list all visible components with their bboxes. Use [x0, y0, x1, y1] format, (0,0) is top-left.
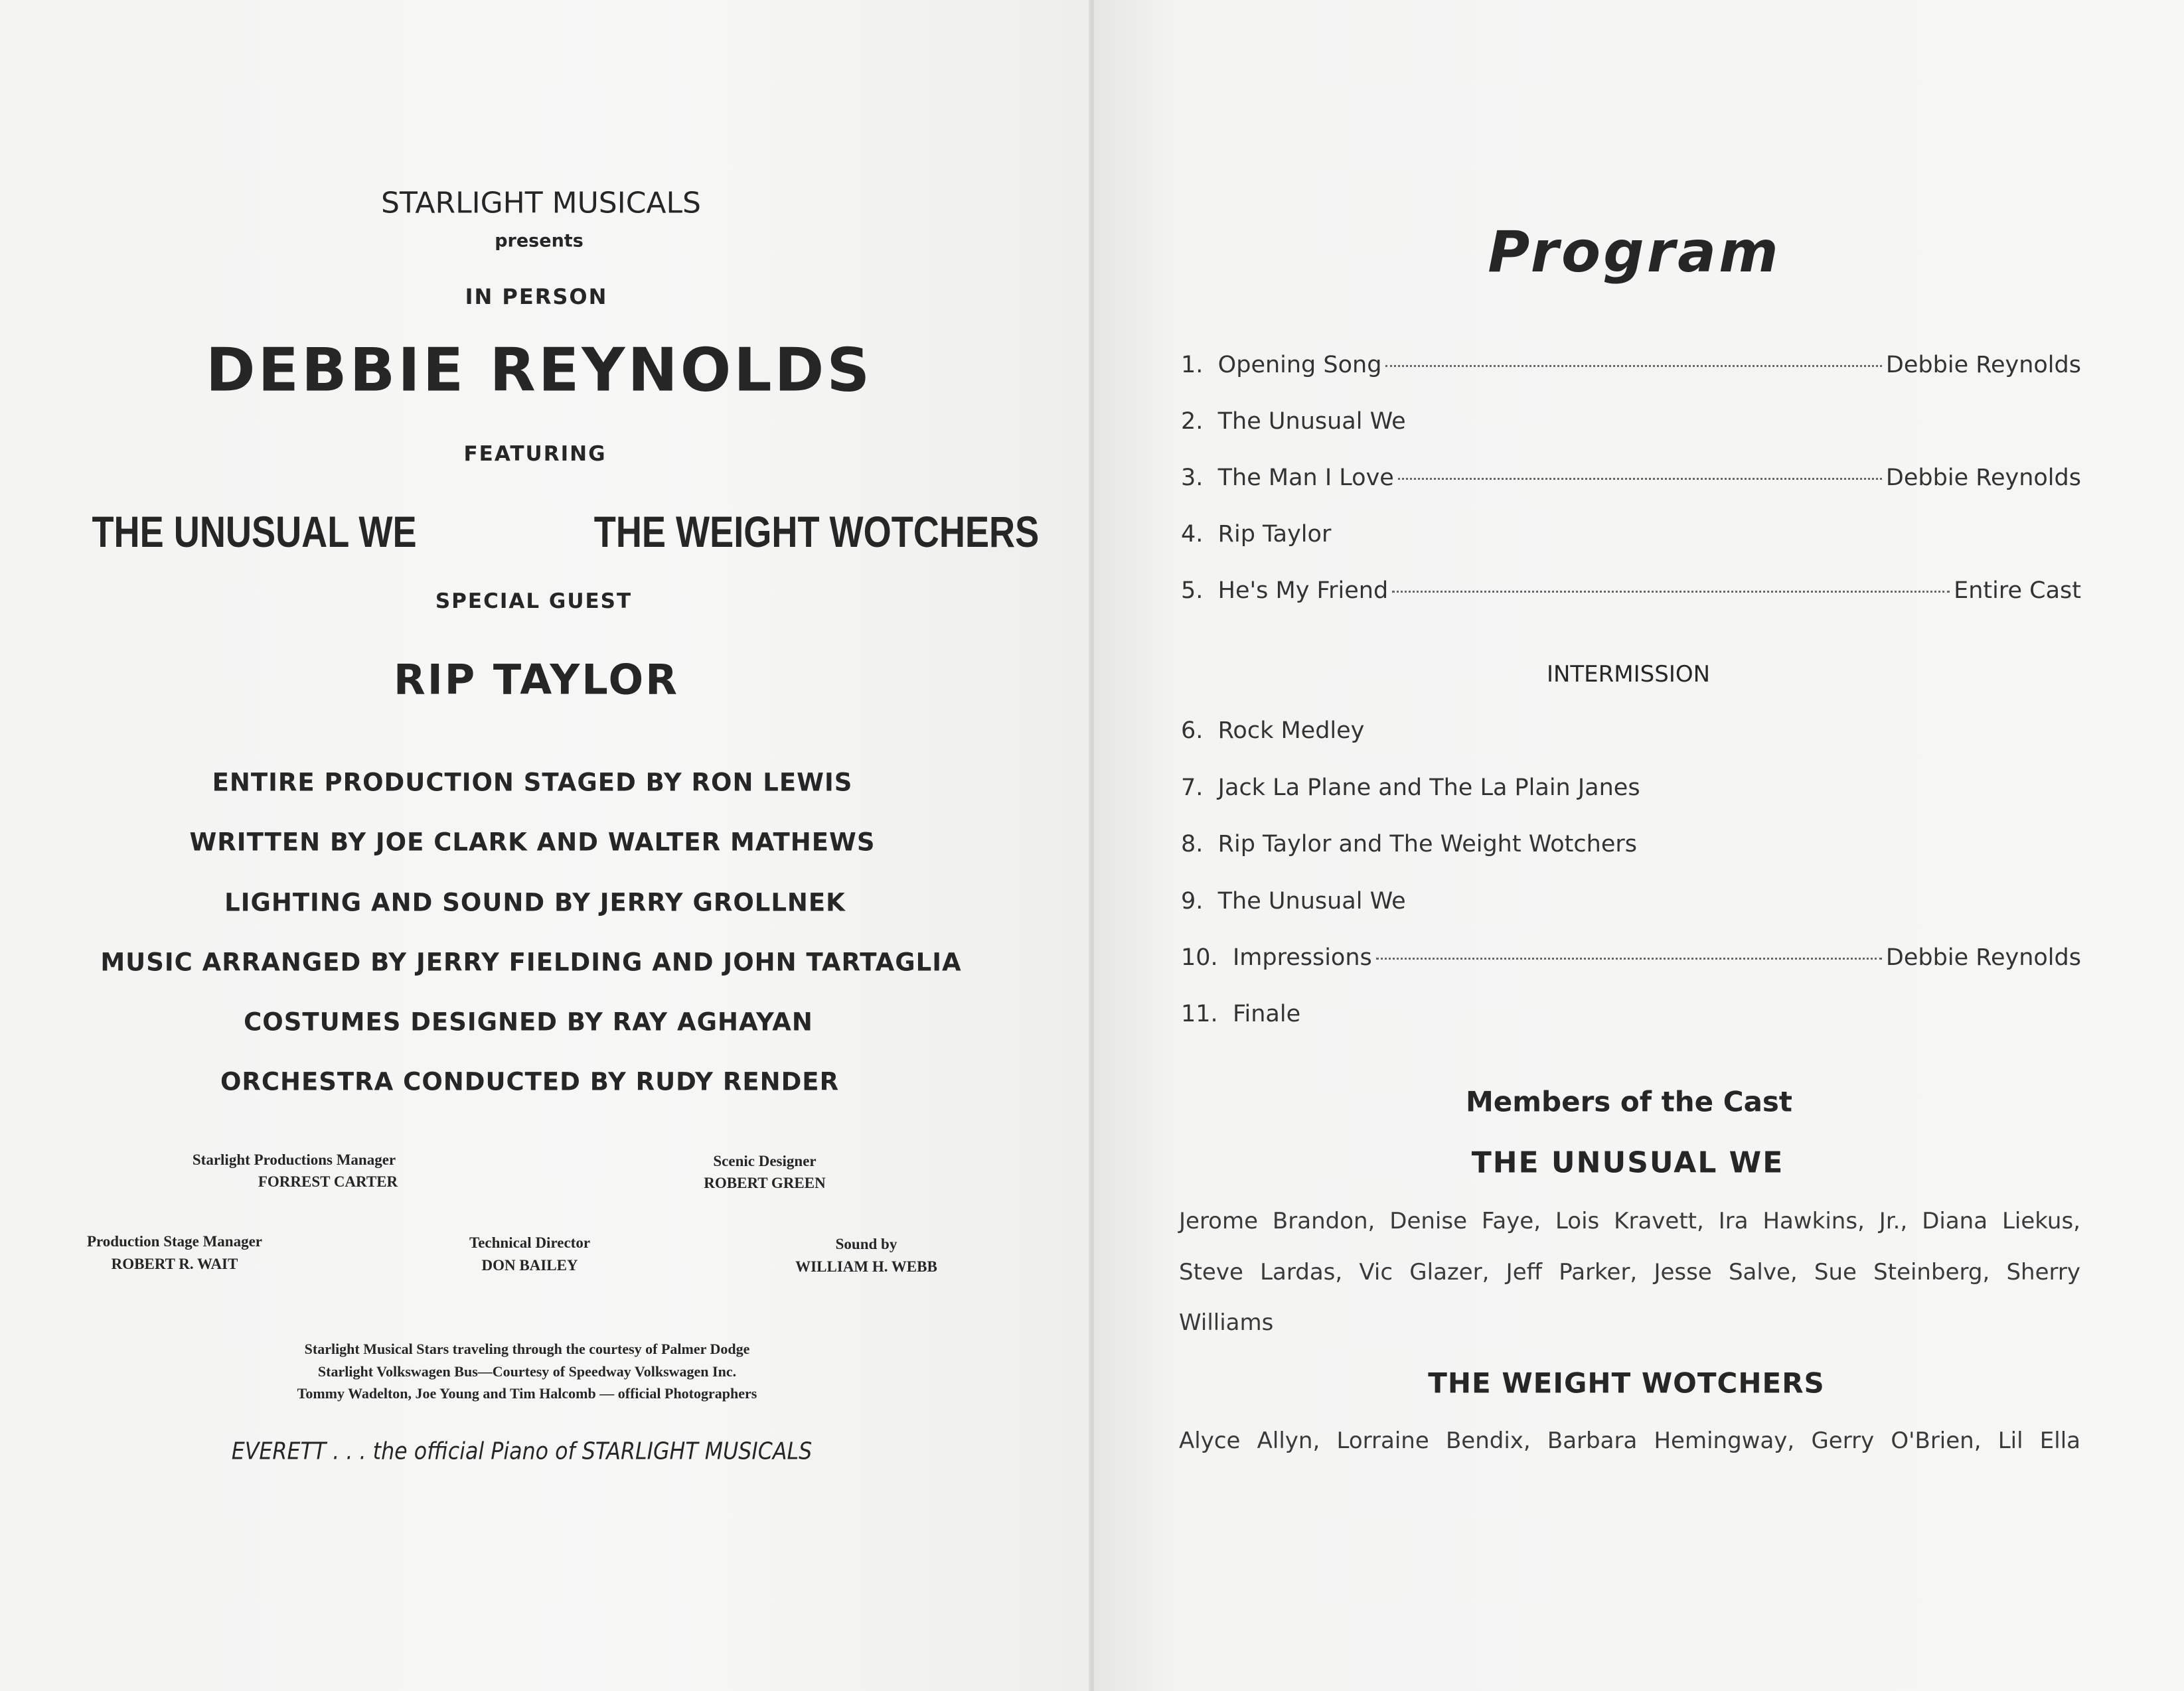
staff-role: Sound by [835, 1236, 897, 1252]
credit-line: MUSIC ARRANGED BY JERRY FIELDING AND JOHN TARTAGLIA [100, 948, 962, 977]
staff-name: WILLIAM H. WEBB [795, 1258, 937, 1275]
program-item: 7. Jack La Plane and The La Plain Janes [1181, 774, 1640, 801]
sponsor-line: Starlight Musical Stars traveling through the courtesy of Palmer Dodge [304, 1341, 750, 1357]
cast-line: Jerome Brandon, Denise Faye, Lois Kravett, Ira Hawkins, Jr., Diana Liekus, [1179, 1208, 2080, 1234]
cast-line: Steve Lardas, Vic Glazer, Jeff Parker, Jesse Salve, Sue Steinberg, Sherry [1179, 1259, 2080, 1286]
sponsor-line: Starlight Volkswagen Bus—Courtesy of Speedway Volkswagen Inc. [317, 1363, 737, 1380]
star-name: DEBBIE REYNOLDS [205, 335, 873, 405]
credit-line: WRITTEN BY JOE CLARK AND WALTER MATHEWS [189, 828, 876, 857]
program-item: 5. He's My Friend Entire Cast [1181, 577, 2081, 604]
featuring-text: FEATURING [463, 442, 607, 466]
presenter: STARLIGHT MUSICALS [381, 186, 701, 220]
credit-line: LIGHTING AND SOUND BY JERRY GROLLNEK [224, 888, 846, 917]
credit-line: COSTUMES DESIGNED BY RAY AGHAYAN [244, 1007, 813, 1037]
staff-name: DON BAILEY [481, 1257, 578, 1274]
group-unusual-we: THE UNUSUAL WE [92, 507, 417, 556]
program-item: 9. The Unusual We [1181, 888, 1406, 915]
program-title: Program [1488, 219, 1781, 285]
group-weight-wotchers: THE WEIGHT WOTCHERS [593, 507, 1040, 556]
presents-text: presents [495, 230, 584, 252]
staff-role: Technical Director [469, 1234, 591, 1251]
cast-group-heading: THE UNUSUAL WE [1471, 1145, 1784, 1180]
sponsor-line: Tommy Wadelton, Joe Young and Tim Halcomb — official Photographers [297, 1385, 757, 1402]
program-item: 4. Rip Taylor [1181, 521, 1332, 548]
program-item: 2. The Unusual We [1181, 408, 1406, 435]
staff-role: Production Stage Manager [86, 1233, 263, 1250]
program-item: 10. Impressions Debbie Reynolds [1181, 944, 2081, 971]
staff-name: ROBERT GREEN [704, 1175, 826, 1191]
piano-sponsor: EVERETT . . . the official Piano of STARLIGHT MUSICALS [231, 1437, 813, 1465]
cast-group-heading: THE WEIGHT WOTCHERS [1428, 1366, 1825, 1400]
cast-heading: Members of the Cast [1465, 1085, 1793, 1118]
credit-line: ENTIRE PRODUCTION STAGED BY RON LEWIS [212, 768, 853, 797]
program-item: 11. Finale [1181, 1001, 1301, 1027]
cast-line: Williams [1179, 1309, 1274, 1336]
in-person-text: IN PERSON [465, 284, 608, 309]
staff-name: FORREST CARTER [258, 1173, 398, 1190]
credit-line: ORCHESTRA CONDUCTED BY RUDY RENDER [220, 1067, 840, 1096]
guest-name: RIP TAYLOR [393, 655, 680, 704]
special-guest-text: SPECIAL GUEST [435, 589, 633, 613]
cast-line: Alyce Allyn, Lorraine Bendix, Barbara Hemingway, Gerry O'Brien, Lil Ella [1179, 1428, 2080, 1454]
staff-role: Starlight Productions Manager [192, 1151, 396, 1168]
program-item: 3. The Man I Love Debbie Reynolds [1181, 465, 2081, 491]
program-item: 8. Rip Taylor and The Weight Wotchers [1181, 831, 1637, 857]
staff-name: ROBERT R. WAIT [111, 1256, 238, 1272]
program-item: 1. Opening Song Debbie Reynolds [1181, 352, 2081, 378]
staff-role: Scenic Designer [713, 1153, 817, 1169]
program-item: 6. Rock Medley [1181, 717, 1365, 744]
intermission-label: INTERMISSION [1546, 661, 1711, 688]
